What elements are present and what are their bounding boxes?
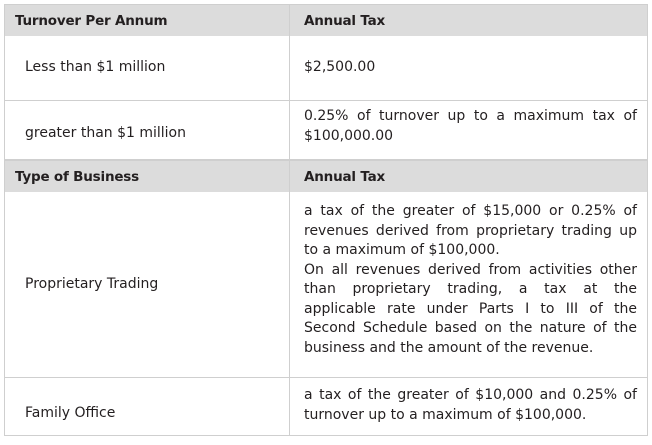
header-annual-tax: Annual Tax (304, 168, 386, 185)
table-row (4, 378, 648, 436)
header-turnover-per-annum: Turnover Per Annum (5, 5, 290, 36)
tax-cell: $2,500.00 (304, 59, 376, 76)
business-cell: Proprietary Trading (5, 192, 290, 377)
tax-table (4, 4, 648, 436)
business-cell: Family Office (5, 378, 290, 435)
header-type-of-business: Type of Business (5, 161, 290, 192)
tax-cell: 0.25% of turnover up to a maximum tax of $100,000.00 (304, 108, 637, 144)
header-annual-tax: Annual Tax (304, 12, 386, 29)
table-header-turnover (4, 4, 648, 36)
turnover-cell: Less than $1 million (5, 36, 290, 100)
tax-cell: a tax of the greater of $10,000 and 0.25% of turnover up to a maximum of $100,000. (304, 387, 637, 423)
tax-paragraph: On all revenues derived from activities other than proprietary trading, a tax at the applicable rate under Parts I to III of the Second Schedule based on the nature of the business and the amount of the revenue. (304, 261, 637, 356)
table-row (4, 36, 648, 101)
table-row (4, 101, 648, 160)
tax-cell (290, 192, 647, 377)
turnover-cell: greater than $1 million (5, 101, 290, 159)
table-header-business (4, 160, 648, 192)
tax-paragraph: a tax of the greater of $15,000 or 0.25% of revenues derived from proprietary trading up to a maximum of $100,000. (304, 203, 637, 258)
table-row (4, 192, 648, 378)
